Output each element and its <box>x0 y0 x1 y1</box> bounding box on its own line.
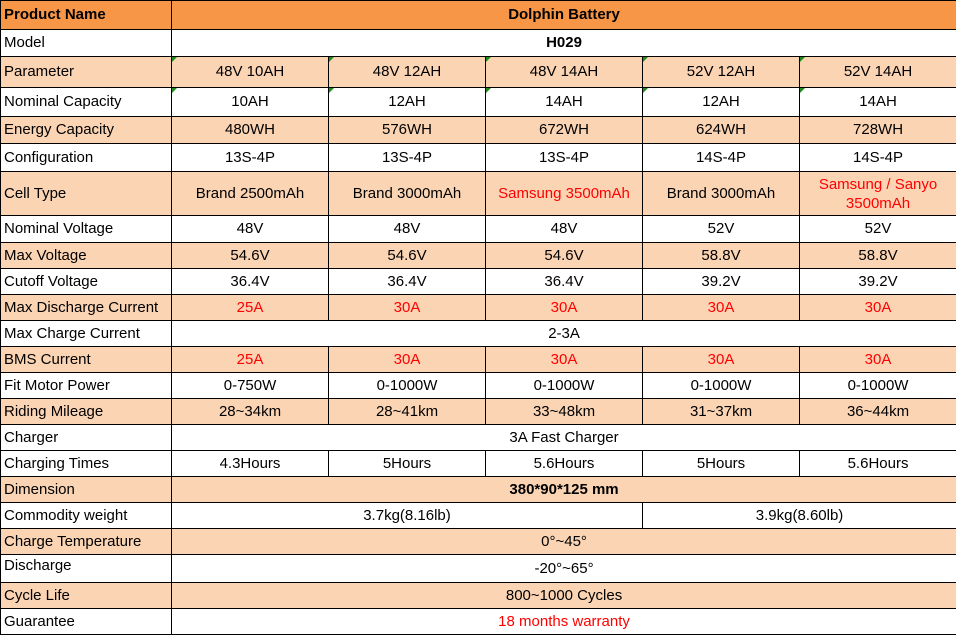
riding-mileage-cell: 31~37km <box>643 399 800 425</box>
energy-capacity-cell: 728WH <box>800 117 956 144</box>
parameter-cell: 52V 14AH <box>800 57 956 88</box>
nominal-capacity-cell: 12AH <box>643 88 800 117</box>
row-charger <box>1 425 956 451</box>
commodity-weight-label: Commodity weight <box>1 503 172 529</box>
max-voltage-cell: 58.8V <box>800 243 956 269</box>
parameter-cell: 48V 12AH <box>329 57 486 88</box>
cell-type-cell: Samsung 3500mAh <box>486 172 643 216</box>
fit-motor-power-cell: 0-1000W <box>643 373 800 399</box>
cell-type-cell: Samsung / Sanyo 3500mAh <box>800 172 956 216</box>
row-cell-type <box>1 172 956 216</box>
nominal-voltage-cell: 52V <box>643 216 800 243</box>
cutoff-voltage-cell: 36.4V <box>329 269 486 295</box>
riding-mileage-cell: 28~41km <box>329 399 486 425</box>
configuration-cell: 13S-4P <box>329 144 486 172</box>
row-energy-capacity <box>1 117 956 144</box>
cutoff-voltage-cell: 39.2V <box>800 269 956 295</box>
charging-times-cell: 5.6Hours <box>800 451 956 477</box>
discharge-value: -20°~65° <box>172 555 956 583</box>
max-voltage-cell: 54.6V <box>486 243 643 269</box>
row-discharge <box>1 555 956 583</box>
nominal-capacity-cell: 14AH <box>800 88 956 117</box>
charger-label: Charger <box>1 425 172 451</box>
fit-motor-power-label: Fit Motor Power <box>1 373 172 399</box>
row-configuration <box>1 144 956 172</box>
fit-motor-power-cell: 0-1000W <box>486 373 643 399</box>
guarantee-value: 18 months warranty <box>172 609 956 635</box>
bms-current-cell: 30A <box>486 347 643 373</box>
row-riding-mileage <box>1 399 956 425</box>
dimension-label: Dimension <box>1 477 172 503</box>
bms-current-cell: 30A <box>643 347 800 373</box>
row-guarantee <box>1 609 956 635</box>
cell-type-cell: Brand 3000mAh <box>643 172 800 216</box>
cell-type-label: Cell Type <box>1 172 172 216</box>
nominal-voltage-cell: 52V <box>800 216 956 243</box>
charging-times-cell: 5.6Hours <box>486 451 643 477</box>
parameter-cell: 48V 14AH <box>486 57 643 88</box>
bms-current-cell: 25A <box>172 347 329 373</box>
row-cycle-life <box>1 583 956 609</box>
fit-motor-power-cell: 0-750W <box>172 373 329 399</box>
max-voltage-label: Max Voltage <box>1 243 172 269</box>
energy-capacity-label: Energy Capacity <box>1 117 172 144</box>
nominal-capacity-cell: 14AH <box>486 88 643 117</box>
discharge-label: Discharge <box>1 555 172 583</box>
max-discharge-current-cell: 30A <box>800 295 956 321</box>
row-charge-temperature <box>1 529 956 555</box>
row-cutoff-voltage <box>1 269 956 295</box>
charge-temperature-value: 0°~45° <box>172 529 956 555</box>
fit-motor-power-cell: 0-1000W <box>329 373 486 399</box>
bms-current-cell: 30A <box>800 347 956 373</box>
riding-mileage-cell: 36~44km <box>800 399 956 425</box>
charger-value: 3A Fast Charger <box>172 425 956 451</box>
charging-times-cell: 5Hours <box>643 451 800 477</box>
riding-mileage-cell: 33~48km <box>486 399 643 425</box>
nominal-voltage-cell: 48V <box>329 216 486 243</box>
row-dimension <box>1 477 956 503</box>
commodity-weight-48v-value: 3.7kg(8.16lb) <box>172 503 643 529</box>
model-label: Model <box>1 30 172 57</box>
row-bms-current <box>1 347 956 373</box>
max-discharge-current-cell: 30A <box>643 295 800 321</box>
energy-capacity-cell: 672WH <box>486 117 643 144</box>
dimension-value: 380*90*125 mm <box>172 477 956 503</box>
bms-current-cell: 30A <box>329 347 486 373</box>
nominal-capacity-label: Nominal Capacity <box>1 88 172 117</box>
cell-type-cell: Brand 2500mAh <box>172 172 329 216</box>
row-fit-motor-power <box>1 373 956 399</box>
row-nominal-voltage <box>1 216 956 243</box>
guarantee-label: Guarantee <box>1 609 172 635</box>
cell-type-cell: Brand 3000mAh <box>329 172 486 216</box>
row-parameter <box>1 57 956 88</box>
energy-capacity-cell: 576WH <box>329 117 486 144</box>
cutoff-voltage-cell: 36.4V <box>486 269 643 295</box>
max-charge-current-label: Max Charge Current <box>1 321 172 347</box>
max-voltage-cell: 54.6V <box>329 243 486 269</box>
max-discharge-current-cell: 30A <box>329 295 486 321</box>
parameter-cell: 48V 10AH <box>172 57 329 88</box>
configuration-cell: 13S-4P <box>486 144 643 172</box>
riding-mileage-cell: 28~34km <box>172 399 329 425</box>
nominal-voltage-cell: 48V <box>172 216 329 243</box>
commodity-weight-52v-value: 3.9kg(8.60lb) <box>643 503 956 529</box>
fit-motor-power-cell: 0-1000W <box>800 373 956 399</box>
row-charging-times <box>1 451 956 477</box>
parameter-cell: 52V 12AH <box>643 57 800 88</box>
nominal-capacity-cell: 12AH <box>329 88 486 117</box>
row-model <box>1 30 956 57</box>
configuration-cell: 13S-4P <box>172 144 329 172</box>
row-max-voltage <box>1 243 956 269</box>
nominal-capacity-cell: 10AH <box>172 88 329 117</box>
cutoff-voltage-cell: 39.2V <box>643 269 800 295</box>
nominal-voltage-cell: 48V <box>486 216 643 243</box>
row-commodity-weight <box>1 503 956 529</box>
max-discharge-current-cell: 25A <box>172 295 329 321</box>
configuration-cell: 14S-4P <box>643 144 800 172</box>
row-max-discharge-current <box>1 295 956 321</box>
bms-current-label: BMS Current <box>1 347 172 373</box>
configuration-cell: 14S-4P <box>800 144 956 172</box>
configuration-label: Configuration <box>1 144 172 172</box>
max-discharge-current-cell: 30A <box>486 295 643 321</box>
charging-times-cell: 4.3Hours <box>172 451 329 477</box>
riding-mileage-label: Riding Mileage <box>1 399 172 425</box>
max-charge-current-value: 2-3A <box>172 321 956 347</box>
max-discharge-current-label: Max Discharge Current <box>1 295 172 321</box>
nominal-voltage-label: Nominal Voltage <box>1 216 172 243</box>
max-voltage-cell: 54.6V <box>172 243 329 269</box>
cutoff-voltage-cell: 36.4V <box>172 269 329 295</box>
charging-times-label: Charging Times <box>1 451 172 477</box>
product-name-label: Product Name <box>1 1 172 30</box>
cutoff-voltage-label: Cutoff Voltage <box>1 269 172 295</box>
charge-temperature-label: Charge Temperature <box>1 529 172 555</box>
row-product-name <box>1 1 956 30</box>
cycle-life-value: 800~1000 Cycles <box>172 583 956 609</box>
max-voltage-cell: 58.8V <box>643 243 800 269</box>
charging-times-cell: 5Hours <box>329 451 486 477</box>
parameter-label: Parameter <box>1 57 172 88</box>
energy-capacity-cell: 480WH <box>172 117 329 144</box>
row-max-charge-current <box>1 321 956 347</box>
cycle-life-label: Cycle Life <box>1 583 172 609</box>
row-nominal-capacity <box>1 88 956 117</box>
energy-capacity-cell: 624WH <box>643 117 800 144</box>
model-value: H029 <box>172 30 956 57</box>
product-name-value: Dolphin Battery <box>172 1 956 30</box>
